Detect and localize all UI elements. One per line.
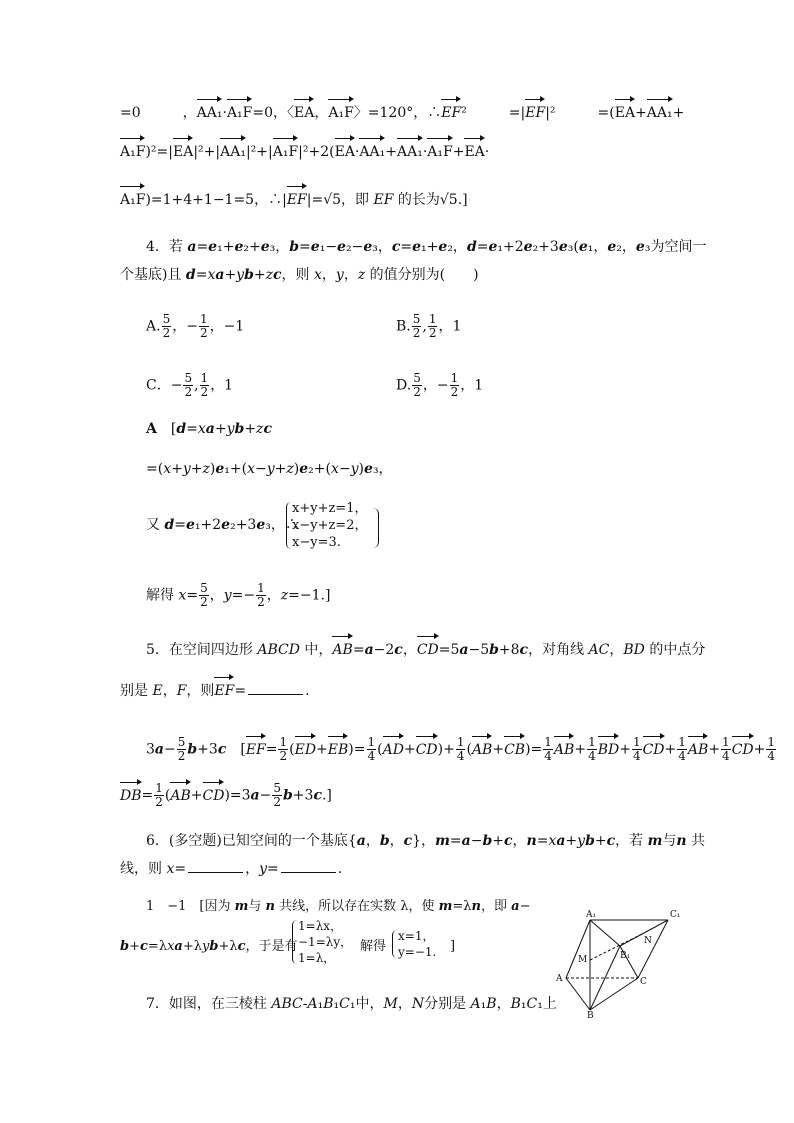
q6-equation-system-2: x=1， y=−1. [398,929,437,959]
q4-stem-line2: 个基底)且 d=xa+yb+zc，则 x，y，z 的值分别为( ) [120,267,479,283]
q4-option-b: B. $\frac{5}{2}$ , $\frac{1}{2}$ ，1 [396,312,462,340]
q6-stem-line1: 6．(多空题)已知空间的一个基底{a，b，c}，m=a−b+c，n=xa+yb+c，若 m与n 共 [146,833,706,849]
figure-label-a1: A₁ [586,910,597,920]
q4-system-close [372,508,379,548]
q4-equation-system: x+y+z=1， x−y+z=2， x−y=3. [292,501,368,550]
solution3-line1: =0 ，AA₁·A₁F=0，〈EA，A₁F〉=120°，∴EF² =|EF|² =(EA+AA₁+ [120,105,685,121]
q4-answer-line4: 解得 x= $\frac{5}{2}$ ，y=− $\frac{1}{2}$ ，z=−1.] [146,581,331,609]
q4-answer-line2: =(x+y+z)e₁+(x−y+z)e₂+(x−y)e₃， [146,461,393,477]
q4-option-a: A. $\frac{5}{2}$ ，− $\frac{1}{2}$ ，−1 [146,312,245,340]
q6-answer-end: ] [450,939,456,954]
figure-label-c: C [640,977,647,987]
q4-stem-line1: 4．若 a=e₁+e₂+e₃，b=e₁−e₂−e₃，c=e₁+e₂，d=e₁+2e₂+3e₃(e₁，e₂，e₃为空间一 [146,239,707,255]
solution3-line3: A₁F)=1+4+1−1=5，∴|EF|=√5，即 EF 的长为√5.] [120,192,468,208]
figure-label-m: M [578,955,588,965]
figure-label-b: B [587,1011,594,1018]
solution3-line2: A₁F)²=|EA|²+|AA₁|²+|A₁F|²+2(EA·AA₁+AA₁·A₁F+EA· [120,144,490,160]
q5-stem-line2: 别是 E，F，则EF= . [120,683,310,699]
q4-option-c: C．− $\frac{5}{2}$ , $\frac{1}{2}$ ，1 [146,371,234,399]
q5-stem-line1: 5．在空间四边形 ABCD 中，AB=a−2c，CD=5a−5b+8c，对角线 AC，BD 的中点分 [146,642,706,658]
figure-label-b1: B₁ [620,951,631,961]
figure-label-a: A [556,974,563,984]
figure-label-n: N [644,936,652,946]
q6-equation-system-1: 1=λx， −1=λy， 1=λ， [298,919,353,965]
q6-answer-line1: 1 −1 [因为 m与 n 共线，所以存在实数 λ，使 m=λn，即 a− [146,899,531,914]
q4-option-d: D. $\frac{5}{2}$ ，− $\frac{1}{2}$ ，1 [396,371,484,399]
q4-answer-line1: A [d=xa+yb+zc [146,421,272,437]
q6-answer-line2: b+c=λxa+λyb+λc，于是有 [120,939,298,954]
q5-answer-line1: 3a− $\frac{5}{2}$ b+3c [EF= $\frac{1}{2}$ (ED+EB)= $\frac{1}{4}$ (AD+CD)+ $\frac{1}{4}$ (AB+CB)= $\frac{1}{4}$ AB+ $\frac{1}{4}$ BD+ $\frac{1}{4}$ CD+ $\frac{1}{4}$ AB+ $\frac{1}{4}$ CD+ $\frac{1}{4}$ [146,735,775,763]
q6-answer-solve: 解得 [360,939,387,954]
q6-stem-line2: 线，则 x= ，y= . [120,861,343,877]
q7-stem-line1: 7．如图，在三棱柱 ABC-A₁B₁C₁中，M，N分别是 A₁B，B₁C₁上 [146,996,557,1012]
prism-figure [550,908,690,1018]
figure-label-c1: C₁ [670,910,681,920]
q5-answer-line2: DB= $\frac{1}{2}$ (AB+CD)=3a− $\frac{5}{2}$ b+3c.] [120,781,332,809]
q4-answer-line3: 又 d=e₁+2e₂+3e₃，∴ [146,517,299,533]
